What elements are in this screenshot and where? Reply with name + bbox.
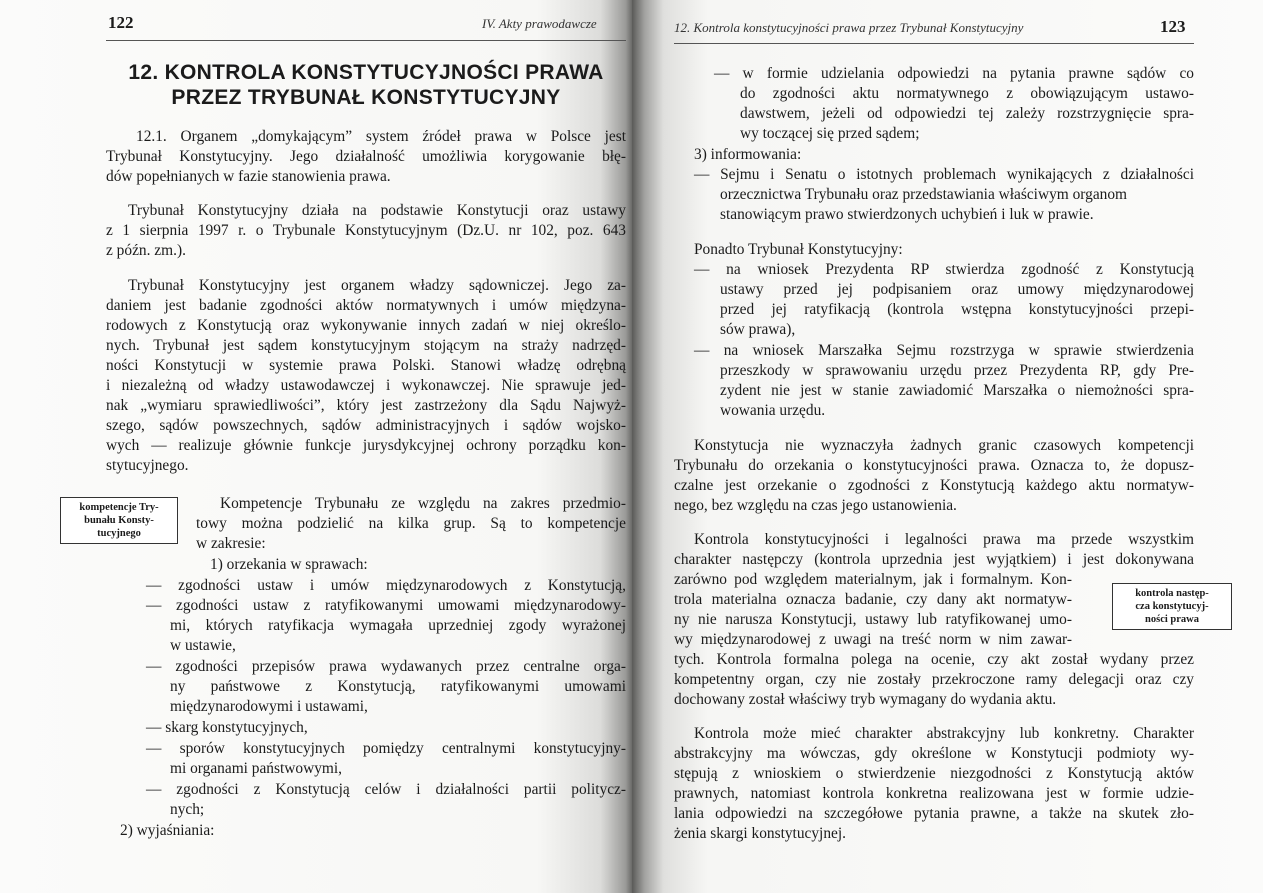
text-line: czalne jest orzekanie o zgodności z Konstytucją każdego aktu normatyw-: [674, 477, 1194, 494]
text-line: nych. Trybunał jest sądem konstytucyjnym stojącym na straży nadrzęd-: [106, 337, 626, 354]
text-line: Kontrola może mieć charakter abstrakcyjny lub konkretny. Charakter: [694, 725, 1194, 742]
text-line: sów prawa),: [720, 321, 796, 338]
margin-note-line: tucyjnego: [97, 528, 141, 539]
text-line: kompetentny organ, czy nie zostały przekroczone ramy delegacji oraz czy: [674, 671, 1194, 688]
text-line: 1) orzekania w sprawach:: [210, 556, 368, 573]
text-line: dochowany został właściwy tryb wymagany do wydania aktu.: [674, 691, 1057, 708]
text-line: ności Konstytucji w systemie prawa Polski. Stanowi władzę odrębną: [106, 357, 626, 374]
text-line: Konstytucja nie wyznaczyła żadnych granic czasowych kompetencji: [694, 437, 1194, 454]
text-line: daniem jest badanie zgodności aktów normatywnych i umów międzyna-: [106, 297, 626, 314]
text-line: zarówno pod względem materialnym, jak i formalnym. Kon-: [674, 571, 1072, 588]
text-line: ustawy przed jej podpisaniem oraz umowy międzynarodowej: [720, 281, 1194, 298]
text-line: stanowiącym prawo stwierdzonych uchybień i luk w prawie.: [720, 206, 1094, 223]
text-line: Kontrola konstytucyjności i legalności prawa ma przede wszystkim: [694, 531, 1194, 548]
margin-note-line: ności prawa: [1145, 614, 1199, 625]
list-item: — zgodności ustaw i umów międzynarodowych z Konstytucją,: [146, 577, 626, 594]
text-line: ny nie narusza Konstytucji, ustawy lub ratyfikowanej umo-: [674, 611, 1072, 628]
text-line: 3) informowania:: [694, 146, 802, 163]
chapter-title: [106, 60, 626, 110]
text-line: orzecznictwa Trybunału oraz przedstawiania właściwym organom: [720, 186, 1128, 203]
running-head: 12. Kontrola konstytucyjności prawa przez Trybunał Konstytucyjny: [674, 20, 1024, 35]
text-line: dawstwem, jeżeli od odpowiedzi tej zależy rozstrzygnięcie spra-: [740, 105, 1194, 122]
margin-note-line: bunału Konsty-: [84, 515, 154, 526]
text-line: stępują z wnioskiem o stwierdzenie niezgodności z Konstytucją aktów: [674, 765, 1194, 782]
text-line: mi, których ratyfikacja wymagała uprzedniej zgody wyrażonej: [170, 617, 626, 634]
list-item: — sporów konstytucyjnych pomiędzy centralnymi konstytucyjny-: [146, 740, 626, 757]
list-item: — zgodności przepisów prawa wydawanych przez centralne orga-: [146, 658, 626, 675]
text-line: Trybunał Konstytucyjny. Jego działalność umożliwia korygowanie błę-: [106, 148, 626, 165]
text-line: trola materialna oznacza badanie, czy dany akt normatyw-: [674, 591, 1072, 608]
text-line: przeszkody w sprawowaniu urzędu przez Prezydenta RP, gdy Pre-: [720, 362, 1194, 379]
text-line: wy międzynarodowej z uwagi na treść norm w nim zawar-: [674, 631, 1072, 648]
text-line: prawnych, natomiast kontrola konkretna realizowana jest w formie udzie-: [674, 785, 1194, 802]
list-item: — Sejmu i Senatu o istotnych problemach wynikających z działalności: [694, 166, 1194, 183]
header-rule: [106, 40, 626, 41]
text-line: i niezależną od władzy ustawodawczej i wykonawczej. Nie sprawuje jed-: [106, 377, 626, 394]
text-line: 12.1. Organem „domykającym” system źródeł prawa w Polsce jest: [136, 128, 626, 145]
list-item: — na wniosek Prezydenta RP stwierdza zgodność z Konstytucją: [694, 261, 1194, 278]
list-item: — zgodności z Konstytucją celów i działalności partii politycz-: [146, 781, 626, 798]
text-line: wych — realizuje głównie funkcje jurysdykcyjnej ochrony porządku kon-: [106, 437, 626, 454]
text-line: Trybunału do orzekania o konstytucyjności prawa. Oznacza to, że dopusz-: [674, 457, 1194, 474]
text-line: Kompetencje Trybunału ze względu na zakres przedmio-: [220, 495, 626, 512]
page-number: 123: [1160, 17, 1186, 36]
text-line: zydent nie jest w stanie zawiadomić Marszałka o niemożności spra-: [720, 382, 1194, 399]
text-line: żenia skargi konstytucyjnej.: [674, 825, 846, 842]
text-line: do zgodności aktu normatywnego z obowiązującym ustawo-: [740, 85, 1194, 102]
text-line: tych. Kontrola formalna polega na ocenie, czy akt został wydany przez: [674, 651, 1194, 668]
text-line: charakter następczy (kontrola uprzednia jest wyjątkiem) i jest dokonywana: [674, 551, 1194, 568]
margin-note-box: [1112, 583, 1232, 630]
text-line: szego, sądów powszechnych, sądów administracyjnych i sądów wojsko-: [106, 417, 626, 434]
right-page: [632, 0, 1263, 893]
text-line: dów popełnianych w fazie stanowienia prawa.: [106, 168, 391, 185]
text-line: w ustawie,: [170, 637, 236, 654]
text-line: w zakresie:: [196, 535, 266, 552]
text-line: rodowych z Konstytucją oraz wykonywanie innych zadań w niej określo-: [106, 317, 626, 334]
margin-note-box: [60, 497, 178, 544]
running-head: IV. Akty prawodawcze: [482, 16, 597, 31]
text-line: przed jej ratyfikacją (kontrola wstępna konstytucyjności przepi-: [720, 301, 1194, 318]
text-line: z 1 sierpnia 1997 r. o Trybunale Konstytucyjnym (Dz.U. nr 102, poz. 643: [106, 222, 626, 239]
text-line: wy toczącej się przed sądem;: [740, 125, 920, 142]
list-item: — skarg konstytucyjnych,: [146, 719, 308, 736]
text-line: nych;: [170, 801, 205, 818]
list-item: — w formie udzielania odpowiedzi na pytania prawne sądów co: [714, 65, 1194, 82]
list-item: — zgodności ustaw z ratyfikowanymi umowami międzynarodowy-: [146, 597, 626, 614]
text-line: Ponadto Trybunał Konstytucyjny:: [694, 241, 903, 258]
text-line: nego, bez względu na czas jego ustanowienia.: [674, 497, 957, 514]
text-line: towy można podzielić na kilka grup. Są to kompetencje: [196, 515, 626, 532]
chapter-title-line: 12. KONTROLA KONSTYTUCYJNOŚCI PRAWA: [128, 61, 604, 84]
text-line: Trybunał Konstytucyjny działa na podstawie Konstytucji oraz ustawy: [128, 202, 626, 219]
text-line: stytucyjnego.: [106, 457, 189, 474]
text-line: abstrakcyjny ma wówczas, gdy określone w Konstytucji podmioty wy-: [674, 745, 1194, 762]
text-line: 2) wyjaśniania:: [120, 822, 215, 839]
header-rule: [674, 43, 1194, 44]
text-line: wowania urzędu.: [720, 402, 826, 419]
margin-note-line: cza konstytucyj-: [1135, 601, 1209, 612]
margin-note-line: kontrola następ-: [1135, 588, 1209, 599]
page-number: 122: [108, 13, 134, 32]
text-line: mi organami państwowymi,: [170, 760, 342, 777]
margin-note-line: kompetencje Try-: [79, 502, 159, 513]
text-line: międzynarodowymi i ustawami,: [170, 698, 368, 715]
list-item: — na wniosek Marszałka Sejmu rozstrzyga w sprawie stwierdzenia: [694, 342, 1194, 359]
text-line: z późn. zm.).: [106, 242, 186, 259]
chapter-title-line: PRZEZ TRYBUNAŁ KONSTYTUCYJNY: [171, 86, 561, 109]
text-line: nak „wymiaru sprawiedliwości”, który jest zastrzeżony dla Sądu Najwyż-: [106, 397, 626, 414]
text-line: Trybunał Konstytucyjny jest organem władzy sądowniczej. Jego za-: [128, 277, 626, 294]
text-line: ny państwowe z Konstytucją, ratyfikowanymi umowami: [170, 678, 626, 695]
text-line: lania odpowiedzi na szczegółowe pytania prawne, a także na skutek zło-: [674, 805, 1194, 822]
